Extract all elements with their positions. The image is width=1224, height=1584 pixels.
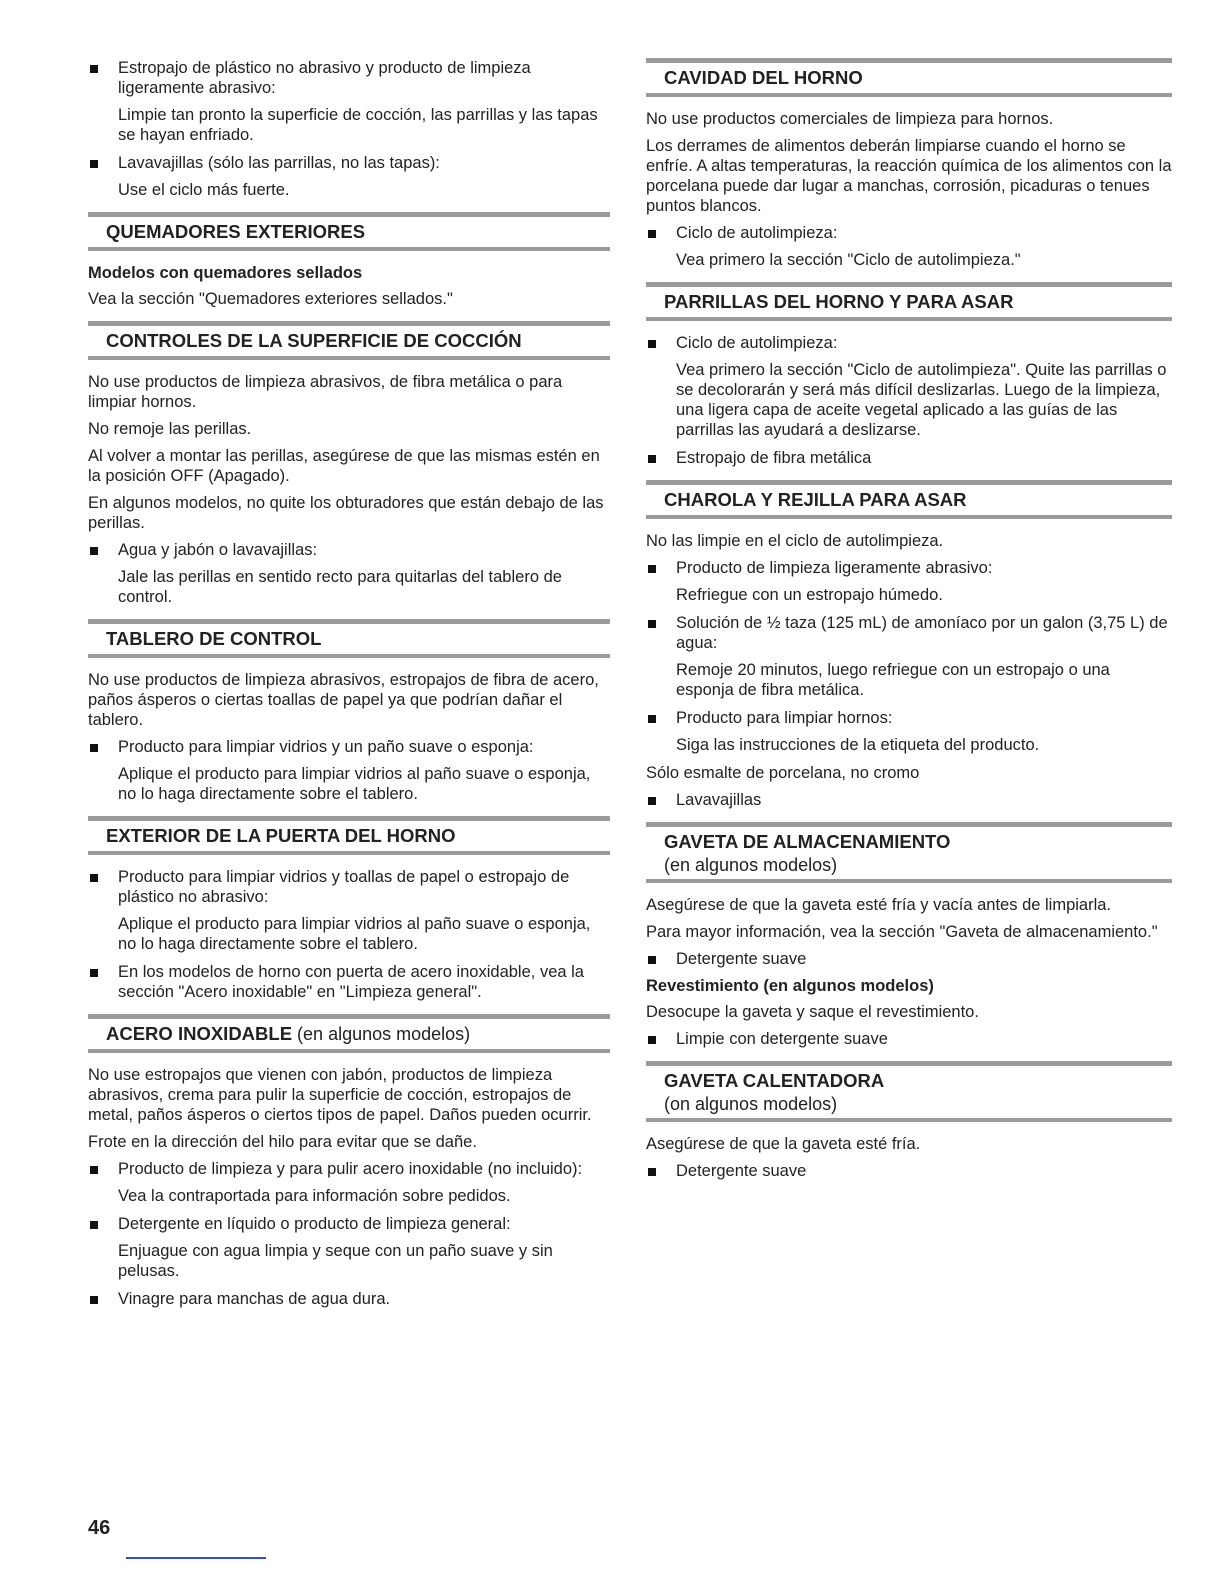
item-detail: Limpie tan pronto la superficie de cocción, las parrillas y las tapas se hayan enfriado. [118, 106, 598, 144]
paragraph: Asegúrese de que la gaveta esté fría. [646, 1135, 921, 1153]
paragraph: No use estropajos que vienen con jabón, productos de limpieza abrasivos, crema para pulir la superficie de cocción, estropajos de metal, paños ásperos o ciertos tipos de papel. Daños pueden ocurrir. [88, 1066, 592, 1124]
item-detail: Aplique el producto para limpiar vidrios al paño suave o esponja, no lo haga directamente sobre el tablero. [118, 915, 591, 953]
bullet-icon [648, 620, 656, 628]
section-header-exterior [88, 816, 610, 855]
list-item: Detergente en líquido o producto de limpieza general: [88, 1214, 610, 1234]
paragraph: Al volver a montar las perillas, asegúrese de que las mismas estén en la posición OFF (Apagado). [88, 447, 600, 485]
list-item: Lavavajillas [646, 790, 1172, 810]
list-item: Producto de limpieza y para pulir acero inoxidable (no incluido): [88, 1159, 610, 1179]
paragraph: No las limpie en el ciclo de autolimpieza. [646, 532, 944, 550]
section-header-quemadores [88, 212, 610, 251]
item-detail: Use el ciclo más fuerte. [118, 181, 290, 199]
list-item: Limpie con detergente suave [646, 1029, 1172, 1049]
section-header-gaveta-almacenamiento [646, 822, 1172, 883]
list-item: Producto para limpiar vidrios y un paño suave o esponja: [88, 737, 610, 757]
bullet-icon [90, 160, 98, 168]
paragraph: Los derrames de alimentos deberán limpiarse cuando el horno se enfríe. A altas temperaturas, la reacción química de los alimentos con la porcelana puede dar lugar a manchas, corrosión, picaduras o tenues puntos blancos. [646, 137, 1172, 215]
section-title: CONTROLES DE LA SUPERFICIE DE COCCIÓN [106, 330, 522, 351]
item-detail: Enjuague con agua limpia y seque con un paño suave y sin pelusas. [118, 1242, 553, 1280]
list-item: Producto para limpiar hornos: [646, 708, 1172, 728]
section-header-parrillas [646, 282, 1172, 321]
section-title: EXTERIOR DE LA PUERTA DEL HORNO [106, 825, 456, 846]
paragraph: No remoje las perillas. [88, 420, 252, 438]
paragraph: No use productos de limpieza abrasivos, de fibra metálica o para limpiar hornos. [88, 373, 563, 411]
section-title: TABLERO DE CONTROL [106, 628, 322, 649]
subheading: Revestimiento (en algunos modelos) [646, 977, 934, 995]
paragraph: Para mayor información, vea la sección "Gaveta de almacenamiento." [646, 923, 1158, 941]
bullet-icon [90, 969, 98, 977]
bullet-icon [648, 565, 656, 573]
paragraph: No use productos de limpieza abrasivos, estropajos de fibra de acero, paños ásperos o ciertas toallas de papel ya que podrían dañar el tablero. [88, 671, 599, 729]
item-detail: Refriegue con un estropajo húmedo. [676, 586, 943, 604]
list-item: Agua y jabón o lavavajillas: [88, 540, 610, 560]
paragraph: Frote en la dirección del hilo para evitar que se dañe. [88, 1133, 477, 1151]
bullet-icon [648, 455, 656, 463]
bullet-icon [648, 340, 656, 348]
section-title: CAVIDAD DEL HORNO [664, 67, 863, 88]
section-header-acero [88, 1014, 610, 1053]
list-item: Ciclo de autolimpieza: [646, 223, 1172, 243]
section-title: CHAROLA Y REJILLA PARA ASAR [664, 489, 967, 510]
list-item: Producto para limpiar vidrios y toallas de papel o estropajo de plástico no abrasivo: [88, 867, 610, 907]
section-title: GAVETA DE ALMACENAMIENTO [664, 831, 951, 852]
list-item: Vinagre para manchas de agua dura. [88, 1289, 610, 1309]
footer-rule [126, 1557, 266, 1559]
list-item: Solución de ½ taza (125 mL) de amoníaco por un galon (3,75 L) de agua: [646, 613, 1172, 653]
bullet-icon [90, 744, 98, 752]
list-item: Estropajo de plástico no abrasivo y producto de limpieza ligeramente abrasivo: [88, 58, 610, 98]
paragraph: En algunos modelos, no quite los obturadores que están debajo de las perillas. [88, 494, 604, 532]
section-title: PARRILLAS DEL HORNO Y PARA ASAR [664, 291, 1014, 312]
paragraph: Desocupe la gaveta y saque el revestimiento. [646, 1003, 979, 1021]
section-header-controles [88, 321, 610, 360]
item-detail: Aplique el producto para limpiar vidrios al paño suave o esponja, no lo haga directamente sobre el tablero. [118, 765, 591, 803]
list-item: Detergente suave [646, 1161, 1172, 1181]
bullet-icon [90, 1296, 98, 1304]
item-detail: Vea primero la sección "Ciclo de autolimpieza". Quite las parrillas o se decolorarán y será más difícil deslizarlas. Luego de la limpieza, una ligera capa de aceite vegetal aplicado a las guías de las parrillas las ayudará a deslizarse. [676, 361, 1167, 439]
bullet-icon [90, 874, 98, 882]
list-item: Estropajo de fibra metálica [646, 448, 1172, 468]
item-detail: Remoje 20 minutos, luego refriegue con un estropajo o una esponja de fibra metálica. [676, 661, 1110, 699]
item-detail: Siga las instrucciones de la etiqueta del producto. [676, 736, 1040, 754]
bullet-icon [90, 65, 98, 73]
page-number: 46 [88, 1517, 111, 1539]
section-header-tablero [88, 619, 610, 658]
section-header-gaveta-calentadora [646, 1061, 1172, 1122]
list-item: Lavavajillas (sólo las parrillas, no las tapas): [88, 153, 610, 173]
bullet-icon [648, 715, 656, 723]
item-detail: Vea la contraportada para información sobre pedidos. [118, 1187, 511, 1205]
section-header-charola [646, 480, 1172, 519]
list-item: Producto de limpieza ligeramente abrasivo: [646, 558, 1172, 578]
bullet-icon [648, 956, 656, 964]
item-detail: Vea primero la sección "Ciclo de autolimpieza." [676, 251, 1021, 269]
list-item: Detergente suave [646, 949, 1172, 969]
bullet-icon [648, 1036, 656, 1044]
section-title: ACERO INOXIDABLE [106, 1023, 293, 1044]
bullet-icon [648, 230, 656, 238]
list-item: Ciclo de autolimpieza: [646, 333, 1172, 353]
bullet-icon [648, 1168, 656, 1176]
section-subtitle: (on algunos modelos) [664, 1094, 838, 1114]
bullet-icon [648, 797, 656, 805]
left-column [88, 58, 610, 1316]
item-detail: Jale las perillas en sentido recto para quitarlas del tablero de control. [118, 568, 562, 606]
paragraph: Asegúrese de que la gaveta esté fría y vacía antes de limpiarla. [646, 896, 1112, 914]
section-title: QUEMADORES EXTERIORES [106, 221, 366, 242]
bullet-icon [90, 1221, 98, 1229]
section-header-cavidad [646, 58, 1172, 97]
bullet-icon [90, 547, 98, 555]
right-column [646, 58, 1172, 1188]
paragraph: Vea la sección "Quemadores exteriores sellados." [88, 290, 453, 308]
section-subtitle: (en algunos modelos) [664, 855, 838, 875]
subheading: Modelos con quemadores sellados [88, 264, 363, 282]
section-title: GAVETA CALENTADORA [664, 1070, 885, 1091]
list-item: En los modelos de horno con puerta de acero inoxidable, vea la sección "Acero inoxidable" en "Limpieza general". [88, 962, 610, 1002]
paragraph: Sólo esmalte de porcelana, no cromo [646, 764, 920, 782]
bullet-icon [90, 1166, 98, 1174]
section-subtitle: (en algunos modelos) [292, 1024, 471, 1044]
paragraph: No use productos comerciales de limpieza para hornos. [646, 110, 1054, 128]
